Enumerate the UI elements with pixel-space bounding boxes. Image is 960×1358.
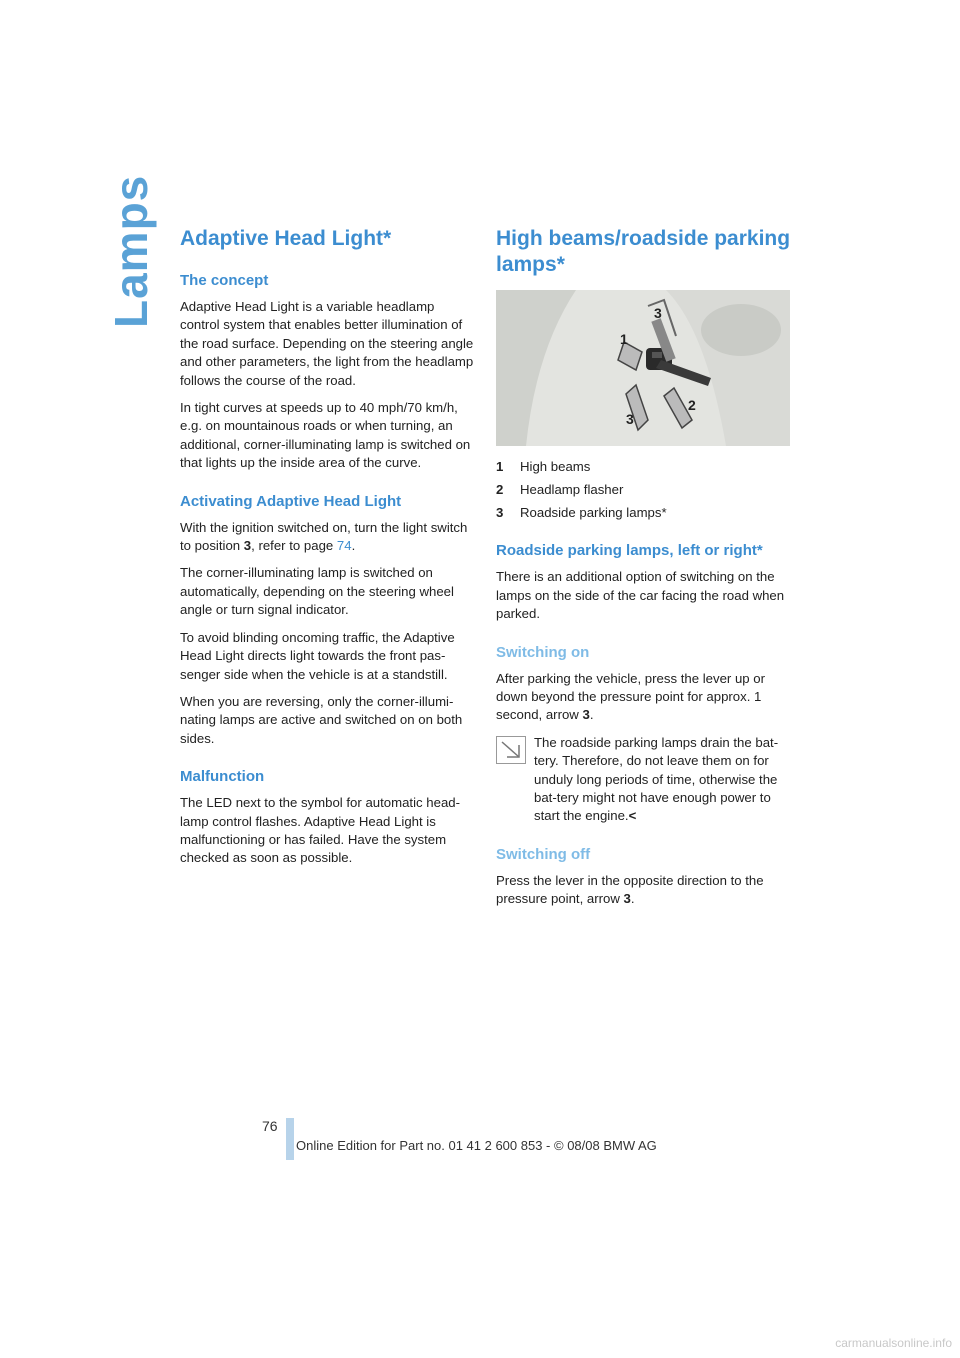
page-link[interactable]: 74 [336,538,352,554]
paragraph: There is an additional option of switching on the lamps on the side of the car facing the road when parked. [496,569,785,622]
text: , refer to page [251,538,337,554]
paragraph: To avoid blinding oncoming traffic, the Adaptive Head Light directs light towards the front pas-senger side when the vehicle is at a standstill. [180,629,455,682]
chapter-title: Lamps [105,174,157,328]
section-title-high-beams: High beams/roadside parking lamps* [496,227,791,276]
svg-text:1: 1 [620,331,628,347]
subsection-title-switching-on: Switching on [496,643,590,661]
paragraph: In tight curves at speeds up to 40 mph/70 km/h, e.g. on mountainous roads or when turning, an additional, corner-illuminating lamp is switched on that lights up the inside area of the curve. [180,400,471,471]
right-column [496,226,796,918]
text: With the ignition switched on, turn the light switch to position [180,519,468,554]
subsection-title-activating: Activating Adaptive Head Light [180,492,402,510]
subsection-title-malfunction: Malfunction [180,768,265,786]
svg-text:3: 3 [654,305,662,321]
paragraph: When you are reversing, only the corner-illumi-nating lamps are active and switched on on both sides. [180,693,463,746]
paragraph: The LED next to the symbol for automatic head-lamp control flashes. Adaptive Head Light is malfunctioning or has failed. Have the system checked as soon as possible. [180,795,461,866]
arrow-number: 3 [582,707,590,723]
caution-note [496,734,796,826]
note-end-mark: < [628,808,637,824]
watermark: carmanualsonline.info [835,1336,952,1350]
legend-text: Roadside parking lamps* [520,505,667,520]
left-column [180,226,475,877]
paragraph [180,519,475,556]
section-title-adaptive-head-light: Adaptive Head Light* [180,227,392,250]
subsection-title-switching-off: Switching off [496,845,591,863]
lever-illustration [496,290,790,446]
paragraph [496,872,796,909]
subsection-title-concept: The concept [180,272,269,289]
legend-item [496,458,796,476]
arrow-number: 3 [623,891,631,907]
legend-text: Headlamp flasher [520,482,624,497]
text: After parking the vehicle, press the lever up or down beyond the pressure point for approx. 1 second, arrow [496,670,766,723]
page-number: 76 [262,1118,278,1134]
note-text: The roadside parking lamps drain the bat-tery. Therefore, do not leave them on for unduly long periods of time, otherwise the bat-tery might not have enough power to start the engine. [534,734,779,824]
text: . [351,538,356,554]
legend-item [496,481,796,499]
svg-text:2: 2 [688,397,696,413]
legend-item [496,504,796,522]
legend-number: 1 [496,459,504,474]
position-number: 3 [243,538,252,554]
subsection-title-roadside: Roadside parking lamps, left or right* [496,542,763,560]
text: . [630,891,635,907]
svg-text:3: 3 [626,411,634,427]
legend-list [496,458,796,522]
legend-number: 3 [496,505,504,520]
lever-photo [496,290,790,446]
text: . [589,707,594,723]
paragraph: The corner-illuminating lamp is switched on automatically, depending on the steering wheel angle or turn signal indicator. [180,565,454,618]
text: Press the lever in the opposite direction to the pressure point, arrow [496,872,764,907]
footer-edition: Online Edition for Part no. 01 41 2 600 853 - © 08/08 BMW AG [296,1138,657,1153]
legend-text: High beams [520,459,591,474]
footer-accent-bar [286,1118,294,1160]
caution-icon [496,736,526,764]
paragraph [496,670,796,725]
legend-number: 2 [496,482,504,497]
paragraph: Adaptive Head Light is a variable headlamp control system that enables better illumination of the road surface. Depending on the steering angle and other parameters, the light from the headlamp follows the course of the road. [180,299,474,388]
